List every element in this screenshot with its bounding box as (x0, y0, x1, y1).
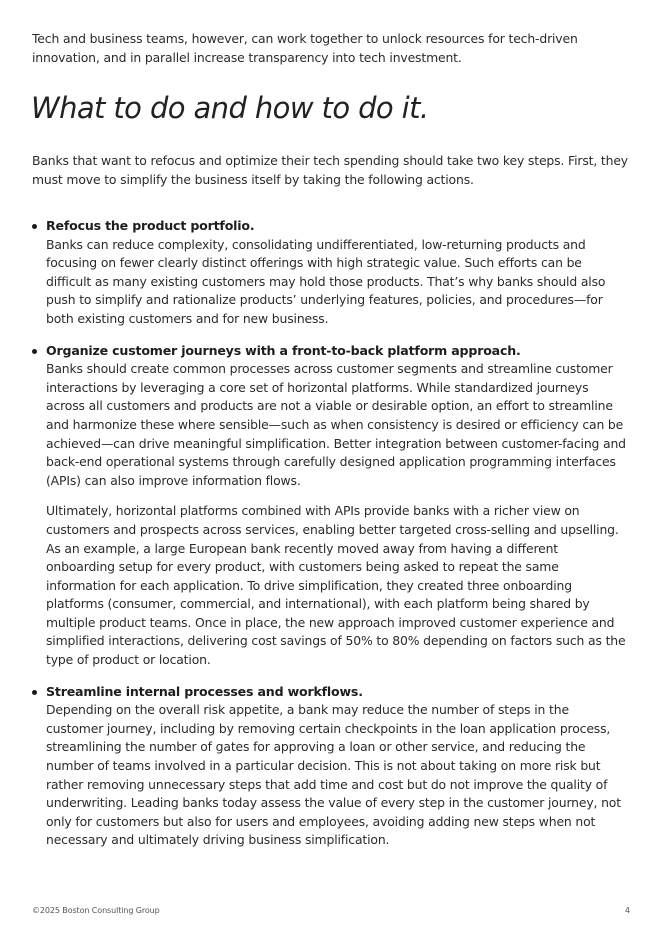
bullet-icon (32, 224, 37, 229)
page-number: 4 (624, 906, 630, 915)
list-item-title: Refocus the product portfolio. (46, 218, 255, 233)
footer-copyright: ©2025 Boston Consulting Group (32, 906, 160, 915)
lead-paragraph: Banks that want to refocus and optimize their tech spending should take two key steps. First, they must move to simplify the business itself by taking the following actions. (32, 153, 628, 187)
list-item-title: Organize customer journeys with a front-to-back platform approach. (46, 342, 521, 358)
list-item-paragraph: Banks can reduce complexity, consolidating undifferentiated, low-returning products and focusing on fewer clearly distinct offerings with high strategic value. Such efforts can be difficult as many existing customers may hold those products. That’s why banks should also push to simplify and rationalize products’ underlying features, policies, and procedures—for both existing customers and for new business. (46, 236, 606, 326)
action-list (32, 217, 628, 863)
intro-paragraph: Tech and business teams, however, can work together to unlock resources for tech-driven innovation, and in parallel increase transparency into tech investment. (32, 31, 578, 65)
list-item (32, 342, 628, 670)
list-item-paragraph: Ultimately, horizontal platforms combined with APIs provide banks with a richer view on customers and prospects across services, enabling better targeted cross-selling and upselling. As an example, a large European bank recently moved away from having a different onboarding setup for every product, with customers being asked to repeat the same information for each application. To drive simplification, they created three onboarding platforms (consumer, commercial, and international), with each platform being shared by multiple product teams. Once in place, the new approach improved customer experience and simplified interactions, delivering cost savings of 50% to 80% depending on factors such as the type of product or location. (46, 503, 626, 668)
section-heading: What to do and how to do it. (31, 91, 429, 125)
list-item-title: Streamline internal processes and workflows. (46, 683, 363, 699)
list-item (32, 217, 628, 329)
list-item-paragraph: Depending on the overall risk appetite, a bank may reduce the number of steps in the customer journey, including by removing certain checkpoints in the loan application process, streamlining the number of gates for approving a loan or other service, and reducing the number of teams involved in a particular decision. This is not about taking on more risk but rather removing unnecessary steps that add time and cost but do not improve the quality of underwriting. Leading banks today assess the value of every step in the customer journey, not only for customers but also for users and employees, avoiding adding new steps when not necessary and ultimately driving business simplification. (46, 702, 621, 848)
bullet-icon (32, 690, 37, 695)
list-item-paragraph: Banks should create common processes across customer segments and streamline customer interactions by leveraging a core set of horizontal platforms. While standardized journeys across all customers and products are not a viable or desirable option, an effort to streamline and harmonize these where sensible—such as when consistency is desired or efficiency can be achieved—can drive meaningful simplification. Better integration between customer-facing and back-end operational systems through carefully designed application programming interfaces (APIs) can also improve information flows. (46, 361, 626, 488)
list-item (32, 683, 628, 850)
bullet-icon (32, 349, 37, 354)
